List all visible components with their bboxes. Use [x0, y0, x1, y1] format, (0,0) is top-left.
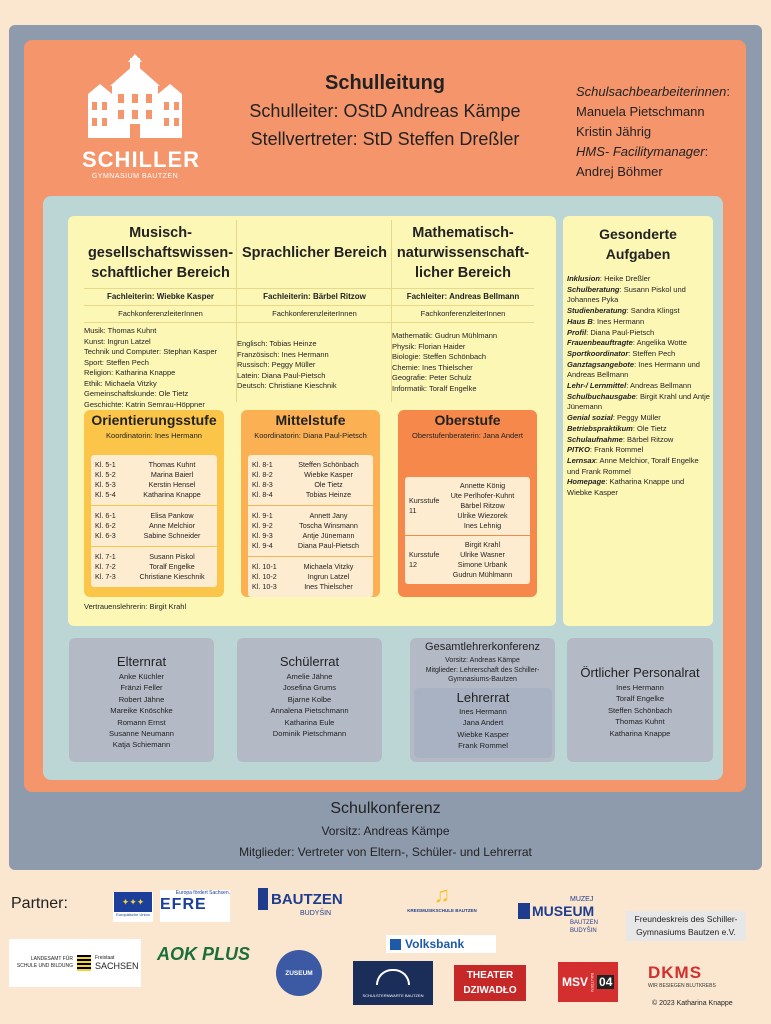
task-person: Steffen Pech	[632, 348, 676, 358]
class-label: Kl. 5-2	[95, 470, 116, 479]
teacher-name: Kerstin Hensel	[148, 480, 196, 489]
teacher-name: Susann Piskol	[149, 552, 195, 561]
staff-name: Manuela Pietschmann	[576, 104, 705, 119]
member-entry: Physik: Florian Haider	[392, 341, 466, 351]
msv-text: MSV	[562, 975, 589, 989]
copyright: © 2023 Katharina Knappe	[652, 1000, 733, 1007]
task-name: Betriebspraktikum	[567, 423, 633, 433]
class-label: Kl. 8-1	[252, 460, 273, 469]
museum-sub2: BUDYŠIN	[570, 928, 597, 934]
task-entry: Ganztagsangebote: Ines Hermann und Andreas Bellmann	[567, 359, 700, 380]
class-label: Kursstufe 12	[409, 550, 440, 569]
eu-logo[interactable]	[113, 892, 153, 922]
teacher-name: Ulrike Wiezorek	[457, 511, 508, 520]
department-members	[392, 322, 534, 394]
teacher-name: Ingrun Latzel	[307, 572, 350, 581]
stage-title: Orientierungsstufe	[91, 412, 217, 428]
logo-subtitle: GYMNASIUM BAUTZEN	[91, 173, 179, 180]
task-entry: Sportkoordinator: Steffen Pech	[567, 348, 676, 358]
zuseum-logo[interactable]	[276, 950, 322, 996]
msv-side: BAUTZEN	[590, 972, 596, 992]
bautzen-text: BAUTZEN	[271, 890, 343, 908]
volksbank-logo[interactable]	[386, 935, 496, 953]
class-label: Kl. 10-1	[252, 562, 277, 571]
class-list	[93, 552, 129, 582]
dkms-logo[interactable]	[648, 963, 738, 995]
task-entry: Profil: Diana Paul-Pietsch	[567, 327, 655, 337]
class-table	[91, 455, 217, 587]
schulkonferenz-block	[9, 799, 762, 861]
teacher-name: Antje Jünemann	[302, 531, 355, 540]
member-entry: Informatik: Toralf Engelke	[392, 383, 477, 393]
principal: Schulleiter: OStD Andreas Kämpe	[249, 101, 521, 121]
class-group	[248, 556, 373, 597]
class-label: Kl. 10-3	[252, 582, 277, 591]
class-label: Kl. 9-1	[252, 511, 273, 520]
member-name: Robert Jähne	[118, 694, 165, 704]
zuseum-text: ZUSEUM	[285, 969, 313, 977]
personalrat-box	[567, 638, 713, 762]
member-entry: Mathematik: Gudrun Mühlmann	[392, 331, 498, 340]
stage-title: Mittelstufe	[275, 412, 346, 428]
teacher-name: Sabine Schneider	[143, 531, 201, 540]
task-person: Frank Rommel	[594, 445, 644, 455]
conference-label: FachkonferenzleiterInnen	[84, 305, 237, 322]
theater-text: THEATER	[466, 970, 514, 981]
museum-logo[interactable]	[518, 896, 610, 942]
member-name: Josefina Grums	[282, 683, 337, 693]
teacher-list	[286, 511, 371, 551]
class-group	[405, 477, 530, 535]
museum-icon	[518, 903, 530, 919]
task-person: Anne Melchior, Toralf Engelke und Frank Rommel	[567, 455, 699, 476]
lehrerrat-title: Lehrerrat	[456, 690, 510, 705]
bautzen-sub: BUDYŠIN	[300, 910, 332, 917]
column-divider	[236, 220, 237, 402]
gesamt-members: Mitglieder: Lehrerschaft des Schiller-Gymnasiums-Bautzen	[425, 666, 540, 683]
task-name: Genial sozial	[567, 413, 613, 423]
teacher-list	[437, 540, 528, 580]
department-head: Fachleiter: Andreas Bellmann	[392, 288, 534, 305]
task-entry: Lernsax: Anne Melchior, Toralf Engelke und Frank Rommel	[567, 455, 699, 476]
class-label: Kl. 9-2	[252, 521, 273, 530]
task-name: Studienberatung	[567, 306, 627, 316]
dkms-sub: WIR BESIEGEN BLUTKREBS	[648, 983, 716, 989]
task-name: PITKO	[567, 445, 590, 455]
task-person: Susann Piskol und Johannes Pyka	[567, 284, 686, 305]
volksbank-icon	[390, 939, 401, 950]
class-label: Kl. 8-2	[252, 470, 273, 479]
efre-logo[interactable]	[160, 890, 230, 922]
eu-stars-icon: ✦✦✦	[114, 892, 152, 912]
member-name: Steffen Schönbach	[607, 705, 673, 715]
member-name: Romann Ernst	[117, 717, 166, 727]
class-list	[250, 562, 286, 592]
class-label: Kl. 8-3	[252, 480, 273, 489]
member-entry: Russisch: Peggy Müller	[237, 360, 316, 369]
department-members	[84, 322, 237, 410]
teacher-name: Ines Thielscher	[304, 582, 353, 591]
department-title: Mathematisch-naturwissenschaft-licher Bereich	[396, 225, 530, 281]
member-entry: Musik: Thomas Kuhnt	[84, 326, 157, 335]
kms-logo[interactable]	[404, 882, 480, 926]
freundeskreis-logo[interactable]: Freundeskreis des Schiller-Gymnasiums Bautzen e.V.	[626, 911, 746, 941]
task-person: Ines Hermann und Andreas Bellmann	[567, 359, 700, 380]
task-person: Ole Tietz	[637, 423, 667, 433]
member-name: Mareike Knöschke	[110, 706, 173, 716]
class-list	[250, 511, 286, 551]
class-group	[91, 546, 217, 587]
task-entry: Betriebspraktikum: Ole Tietz	[567, 423, 667, 433]
teacher-name: Katharina Knappe	[143, 490, 201, 499]
kms-text: KREISMUSIKSCHULE BAUTZEN	[407, 908, 477, 913]
class-label: Kursstufe 11	[409, 496, 440, 515]
class-list	[93, 511, 129, 541]
member-name: Ines Hermann	[616, 683, 664, 692]
member-entry: Technik und Computer: Stephan Kasper	[84, 347, 217, 356]
teacher-name: Ulrike Wasner	[460, 550, 505, 559]
conference-label: FachkonferenzleiterInnen	[237, 305, 392, 322]
task-name: Sportkoordinator	[567, 348, 629, 358]
mittel-stufe-box	[241, 410, 380, 597]
task-entry: Haus B: Ines Hermann	[567, 316, 645, 326]
class-group	[248, 455, 373, 505]
eu-text: Europäische Union	[116, 912, 150, 917]
observatory-icon	[376, 969, 410, 985]
lasub-logo[interactable]	[9, 939, 141, 987]
teacher-name: Annette König	[459, 481, 506, 490]
stage-coordinator: Koordinatorin: Diana Paul-Pietsch	[254, 431, 367, 440]
member-name: Susanne Neumann	[108, 729, 174, 739]
class-label: Kl. 7-3	[95, 572, 116, 581]
class-label: Kl. 6-3	[95, 531, 116, 540]
column-divider	[391, 220, 392, 402]
task-person: Andreas Bellmann	[629, 381, 692, 391]
teacher-name: Toscha Winsmann	[299, 521, 358, 530]
task-person: Ines Hermann	[597, 316, 645, 326]
class-label: Kl. 10-2	[252, 572, 277, 581]
class-group	[91, 505, 217, 546]
teacher-name: Christiane Kieschnik	[139, 572, 205, 581]
museum-top: MUZEJ	[570, 896, 594, 903]
member-name: Thomas Kuhnt	[615, 717, 665, 727]
partner-label: Partner:	[11, 895, 68, 912]
member-entry: Biologie: Steffen Schönbach	[392, 352, 487, 361]
task-entry: Inklusion: Heike Dreßler	[567, 274, 651, 283]
class-label: Kl. 8-4	[252, 490, 273, 499]
member-name: Bjarne Kolbe	[287, 694, 332, 704]
volksbank-text: Volksbank	[405, 937, 465, 951]
department-head: Fachleiterin: Wiebke Kasper	[84, 288, 237, 305]
task-entry: Schulberatung: Susann Piskol und Johannes Pyka	[567, 284, 686, 305]
class-group	[405, 535, 530, 584]
teacher-name: Diana Paul-Pietsch	[297, 541, 360, 550]
leadership-block	[230, 70, 540, 152]
member-name: Toralf Engelke	[615, 694, 665, 704]
teacher-name: Ole Tietz	[314, 480, 343, 489]
member-name: Fränzi Feller	[120, 683, 163, 693]
schulkonferenz-title: Schulkonferenz	[330, 800, 441, 817]
task-name: Lernsax	[567, 455, 596, 465]
task-entry: Schulbuchausgabe: Birgit Krahl und Antje Jünemann	[567, 391, 710, 412]
bautzen-logo[interactable]	[258, 888, 350, 924]
class-label: Kl. 6-2	[95, 521, 116, 530]
schulkonferenz-chair: Vorsitz: Andreas Kämpe	[321, 824, 450, 838]
task-person: Sandra Klingst	[630, 306, 680, 316]
teacher-name: Michaela Vitzky	[303, 562, 354, 571]
staff-name: Kristin Jährig	[576, 124, 652, 139]
teacher-name: Ute Perlhofer-Kuhnt	[450, 491, 515, 500]
school-building-icon	[82, 54, 188, 140]
teacher-name: Steffen Schönbach	[298, 460, 359, 469]
theater-sub: DZIWADŁO	[463, 985, 517, 996]
teacher-name: Wiebke Kasper	[304, 470, 353, 479]
msv-num: 04	[599, 975, 613, 989]
teacher-name: Thomas Kuhnt	[148, 460, 196, 469]
department-title: Sprachlicher Bereich	[241, 245, 388, 261]
department-column	[237, 218, 392, 392]
member-entry: Geografie: Peter Schulz	[392, 373, 472, 382]
lasub-text: LANDESAMT FÜR SCHULE UND BILDUNG	[16, 956, 73, 969]
task-name: Lehr-/ Lernmittel	[567, 381, 627, 391]
member-entry: Geschichte: Katrin Semrau-Höppner	[84, 399, 205, 409]
member-name: Katharina Eule	[284, 717, 335, 727]
sternwarte-logo[interactable]	[353, 961, 433, 1005]
department-head: Fachleiterin: Bärbel Ritzow	[237, 288, 392, 305]
task-name: Inklusion	[567, 274, 600, 283]
class-label: Kl. 5-4	[95, 490, 116, 499]
member-entry: Französisch: Ines Hermann	[237, 349, 329, 359]
class-list	[407, 496, 440, 516]
museum-text: MUSEUM	[532, 903, 595, 919]
task-person: Bärbel Ritzow	[627, 434, 674, 444]
teacher-name: Birgit Krahl	[464, 540, 501, 549]
department-column	[84, 218, 237, 410]
class-group	[248, 505, 373, 556]
teacher-list	[129, 552, 215, 582]
member-entry: Religion: Katharina Knappe	[84, 368, 176, 377]
member-entry: Kunst: Ingrun Latzel	[84, 336, 151, 346]
member-name: Jana Andert	[462, 718, 504, 728]
member-name: Katja Schiemann	[112, 740, 171, 750]
school-logo	[82, 54, 200, 180]
task-person: Diana Paul-Pietsch	[590, 327, 655, 337]
task-name: Haus B	[567, 316, 593, 326]
special-tasks-title: Gesonderte Aufgaben	[599, 226, 677, 262]
class-label: Kl. 6-1	[95, 511, 116, 520]
teacher-name: Anne Melchior	[149, 521, 195, 530]
class-group	[91, 455, 217, 505]
music-note-icon: ♫	[433, 882, 451, 907]
teacher-name: Gudrun Mühlmann	[452, 570, 513, 579]
task-entry: Genial sozial: Peggy Müller	[567, 413, 661, 423]
schulkonferenz-members: Mitglieder: Vertreter von Eltern-, Schüler- und Lehrerrat	[239, 845, 532, 859]
class-list	[407, 550, 440, 570]
deputy: Stellvertreter: StD Steffen Dreßler	[250, 129, 520, 149]
member-entry: Gemeinschaftskunde: Ole Tietz	[84, 389, 189, 398]
member-entry: Ethik: Michaela Vitzky	[84, 378, 157, 388]
class-label: Kl. 7-2	[95, 562, 116, 571]
teacher-name: Elisa Pankow	[150, 511, 194, 520]
efre-text: EFRE	[160, 896, 207, 913]
sachsen-crest-icon	[77, 955, 91, 971]
member-entry: Englisch: Tobias Heinze	[237, 339, 317, 348]
admin-staff: Schulsachbearbeiterinnen: Manuela Pietschmann Kristin Jährig HMS- Facilitymanager: Andrej Böhmer	[576, 82, 751, 182]
task-person: Birgit Krahl und Antje Jünemann	[567, 391, 710, 412]
class-list	[250, 460, 286, 500]
schuelerrat-title: Schülerrat	[279, 654, 340, 669]
teacher-name: Marina Baierl	[150, 470, 194, 479]
task-entry: Frauenbeauftragte: Angelika Wotte	[567, 338, 687, 348]
task-entry: Homepage: Katharina Knappe und Wiebke Kasper	[567, 477, 685, 498]
task-name: Schulberatung	[567, 284, 620, 294]
museum-sub1: BAUTZEN	[570, 920, 599, 926]
task-name: Profil	[567, 327, 587, 337]
class-list	[93, 460, 129, 500]
task-name: Schulaufnahme	[567, 434, 623, 444]
stage-coordinator: Koordinatorin: Ines Hermann	[106, 431, 202, 440]
teacher-name: Simone Urbank	[457, 560, 508, 569]
sachsen-top: Freistaat	[95, 955, 115, 961]
class-label: Kl. 5-1	[95, 460, 116, 469]
fm-label: HMS- Facilitymanager	[576, 144, 705, 159]
department-members	[237, 322, 392, 392]
lehrerrat-box	[414, 688, 552, 758]
member-name: Dominik Pietschmann	[272, 729, 347, 739]
teacher-list	[286, 562, 371, 592]
member-name: Anke Küchler	[118, 672, 165, 681]
teacher-list	[129, 460, 215, 500]
member-entry: Latein: Diana Paul-Pietsch	[237, 370, 326, 380]
conference-label: FachkonferenzleiterInnen	[392, 305, 534, 322]
teacher-name: Toralf Engelke	[149, 562, 195, 571]
ober-stufe-box	[398, 410, 537, 597]
logo-title: SCHILLER	[82, 147, 200, 172]
class-table	[248, 455, 373, 597]
member-entry: Sport: Steffen Pech	[84, 357, 149, 367]
stage-coordinator: Oberstufenberaterin: Jana Andert	[412, 431, 523, 440]
member-entry: Deutsch: Christiane Kieschnik	[237, 381, 337, 390]
msv-logo[interactable]	[558, 962, 618, 1002]
sternwarte-text: SCHULSTERNWARTE BAUTZEN	[362, 993, 424, 998]
tower-icon	[258, 888, 268, 910]
teacher-list	[286, 460, 371, 500]
member-name: Frank Rommel	[458, 741, 508, 751]
stage-title: Oberstufe	[434, 412, 501, 428]
member-name: Amelie Jähne	[286, 672, 333, 681]
teacher-name: Annett Jany	[309, 511, 348, 520]
task-entry: Lehr-/ Lernmittel: Andreas Bellmann	[567, 381, 692, 391]
elternrat-box	[69, 638, 214, 762]
page-title: Schulleitung	[325, 72, 445, 94]
member-name: Ines Hermann	[459, 707, 507, 716]
member-entry: Chemie: Ines Thielscher	[392, 362, 473, 372]
task-person: Peggy Müller	[617, 413, 661, 423]
vertrauenslehrerin: Vertrauenslehrerin: Birgit Krahl	[84, 602, 187, 611]
task-person: Angelika Wotte	[636, 338, 687, 348]
sachsen-text: SACHSEN	[95, 961, 139, 971]
teacher-name: Tobias Heinze	[305, 490, 352, 499]
class-label: Kl. 9-4	[252, 541, 273, 550]
schuelerrat-box	[237, 638, 382, 762]
gesamt-title: Gesamtlehrerkonferenz	[425, 641, 540, 653]
teacher-name: Bärbel Ritzow	[460, 501, 505, 510]
teacher-list	[437, 481, 528, 531]
member-name: Annalena Pietschmann	[270, 706, 349, 716]
task-entry: Studienberatung: Sandra Klingst	[567, 306, 680, 316]
teacher-name: Ines Lehnig	[463, 521, 502, 530]
personalrat-title: Örtlicher Personalrat	[580, 665, 700, 680]
gesamt-chair: Vorsitz: Andreas Kämpe	[445, 657, 520, 664]
department-column	[392, 218, 534, 394]
task-entry: Schulaufnahme: Bärbel Ritzow	[567, 434, 674, 444]
class-label: Kl. 7-1	[95, 552, 116, 561]
task-name: Schulbuchausgabe	[567, 391, 636, 401]
member-name: Wiebke Kasper	[457, 729, 509, 739]
member-name: Katharina Knappe	[609, 728, 671, 738]
department-title: Musisch-gesellschaftswissen-schaftlicher Bereich	[87, 225, 234, 281]
task-name: Frauenbeauftragte	[567, 338, 633, 348]
task-entry: PITKO: Frank Rommel	[567, 445, 644, 455]
elternrat-title: Elternrat	[116, 654, 167, 669]
aok-logo[interactable]: AOK PLUS	[157, 944, 251, 964]
theater-logo[interactable]	[454, 965, 526, 1001]
special-tasks-panel	[563, 216, 713, 626]
task-person: Katharina Knappe und Wiebke Kasper	[567, 477, 685, 498]
task-person: Heike Dreßler	[604, 274, 651, 283]
orient-stufe-box	[84, 410, 224, 597]
task-name: Homepage	[567, 477, 606, 487]
fm-name: Andrej Böhmer	[576, 164, 663, 179]
teacher-list	[129, 511, 215, 541]
dkms-text: DKMS	[648, 963, 703, 982]
class-label: Kl. 9-3	[252, 531, 273, 540]
class-table	[405, 477, 530, 584]
staff-label: Schulsachbearbeiterinnen	[576, 84, 727, 99]
class-label: Kl. 5-3	[95, 480, 116, 489]
efre-top: Europa fördert Sachsen.	[175, 890, 230, 896]
task-name: Ganztagsangebote	[567, 359, 635, 369]
